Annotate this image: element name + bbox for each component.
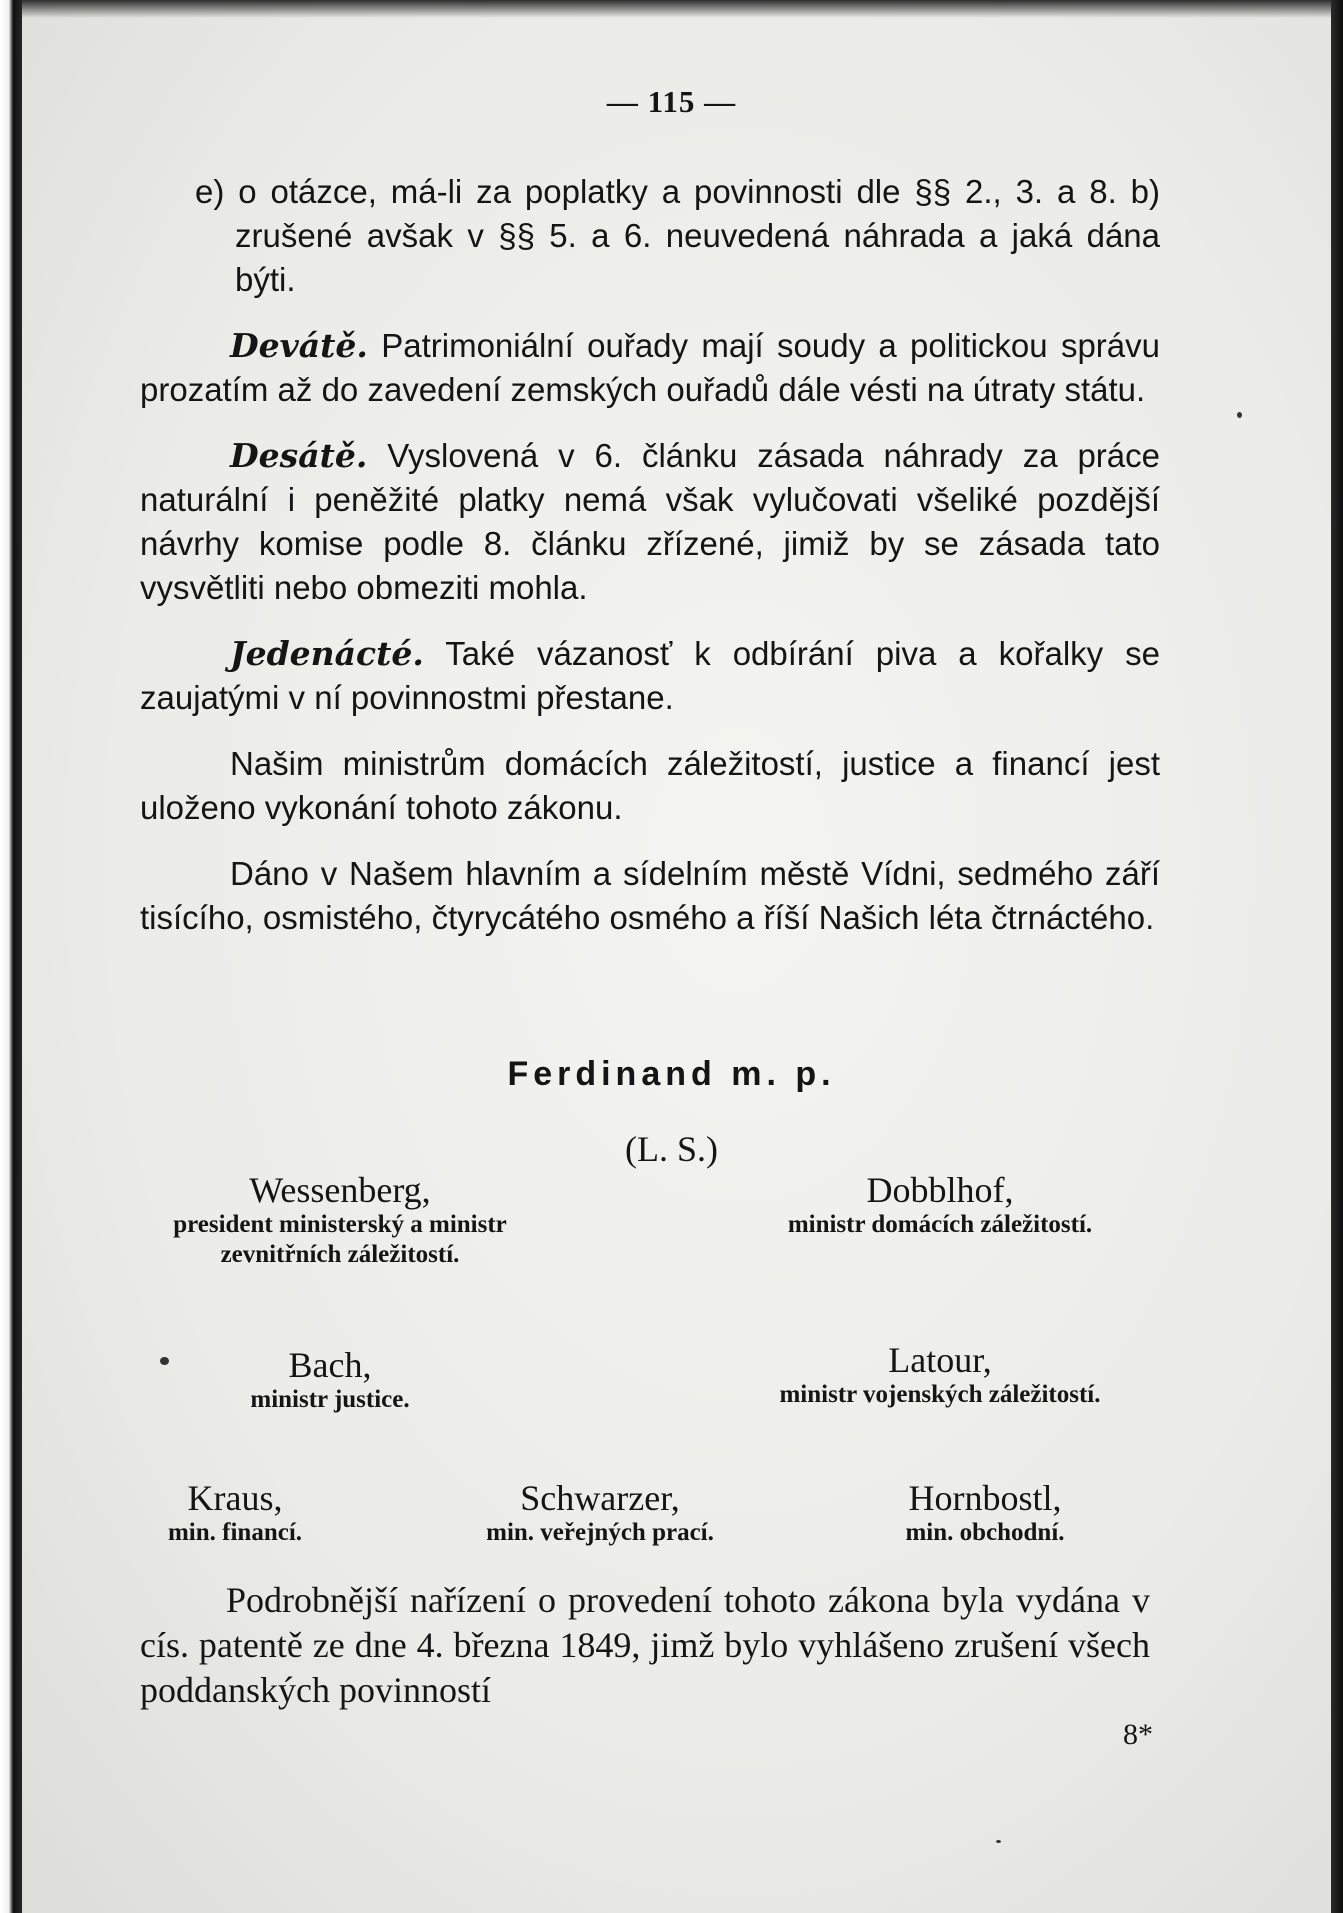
paragraph-ninth: [140, 324, 1160, 412]
signatory-kraus: [120, 1478, 350, 1548]
page-left-edge: [0, 0, 22, 1913]
ink-speck: [996, 1840, 1001, 1843]
ink-speck: [160, 1357, 169, 1365]
page-right-edge: [1331, 0, 1343, 1913]
signatory-wessenberg: [160, 1170, 520, 1270]
tenth-label: Desátě.: [230, 436, 368, 475]
paragraph-ministers: Našim ministrům domácích záležitostí, justice a financí jest uloženo vykonání tohoto zákonu.: [140, 745, 1160, 826]
signatory-name: Kraus,: [187, 1478, 283, 1518]
signatory-name: Latour,: [888, 1340, 992, 1380]
signatory-title: ministr vojenských záležitostí.: [779, 1381, 1101, 1408]
printer-signature-mark: 8*: [1123, 1718, 1153, 1751]
eleventh-label: Jedenácté.: [230, 634, 424, 673]
signatory-title: ministr justice.: [250, 1386, 410, 1413]
ink-speck: [1237, 412, 1242, 418]
signatory-hornbostl: [860, 1478, 1110, 1548]
paragraph-eleventh: [140, 632, 1160, 720]
signatory-name: Wessenberg,: [249, 1170, 431, 1210]
signature-ferdinand: Ferdinand m. p.: [507, 1055, 836, 1093]
signatory-name: Schwarzer,: [520, 1478, 680, 1518]
signatory-dobblhof: [770, 1170, 1110, 1240]
signatory-latour: [760, 1340, 1120, 1410]
paragraph-e: e) o otázce, má-li za poplatky a povinnosti dle §§ 2., 3. a 8. b) zrušené avšak v §§ 5. a 6. neuvedená náhrada a jaká dána býti.: [195, 173, 1160, 298]
main-text: [140, 170, 1160, 962]
signatory-name: Bach,: [288, 1345, 372, 1385]
ninth-text: Patrimoniální ouřady mají soudy a politickou správu prozatím až do zavedení zemských ouřadů dále vésti na útraty státu.: [140, 327, 1160, 408]
signatory-title: min. financí.: [167, 1519, 303, 1546]
paragraph-tenth: [140, 434, 1160, 610]
signatory-schwarzer: [430, 1478, 770, 1548]
signatory-title: min. obchodní.: [905, 1519, 1065, 1546]
tenth-text: Vyslovená v 6. článku zásada náhrady za práce naturální i peněžité platky nemá však vylučovati všeliké pozdější návrhy komise podle 8. článku zřízené, jimiž by se zásada tato vysvětliti nebo obmeziti mohla.: [140, 437, 1160, 606]
page-top-shadow: [22, 0, 1331, 18]
signatory-bach: [200, 1345, 460, 1415]
seal-mark: (L. S.): [625, 1129, 718, 1169]
page-number: — 115 —: [606, 84, 737, 119]
closing-paragraph: Podrobnější nařízení o provedení tohoto zákona byla vydána v cís. patentě ze dne 4. března 1849, jimž bylo vyhlášeno zrušení všech poddanských povinností: [140, 1580, 1150, 1710]
signatory-title: president ministerský a ministr zevnitřních záležitostí.: [173, 1211, 507, 1268]
signatory-name: Hornbostl,: [908, 1478, 1062, 1518]
signatory-title: ministr domácích záležitostí.: [787, 1211, 1093, 1238]
eleventh-text: Také vázanosť k odbírání piva a kořalky se zaujatými v ní povinnostmi přestane.: [140, 635, 1160, 716]
ninth-label: Devátě.: [230, 326, 368, 365]
signatory-title: min. veřejných prací.: [486, 1519, 714, 1546]
paragraph-given: Dáno v Našem hlavním a sídelním městě Vídni, sedmého září tisícího, osmistého, čtyrycátého osmého a říší Našich léta čtrnáctého.: [140, 855, 1160, 936]
signatory-name: Dobblhof,: [866, 1170, 1014, 1210]
